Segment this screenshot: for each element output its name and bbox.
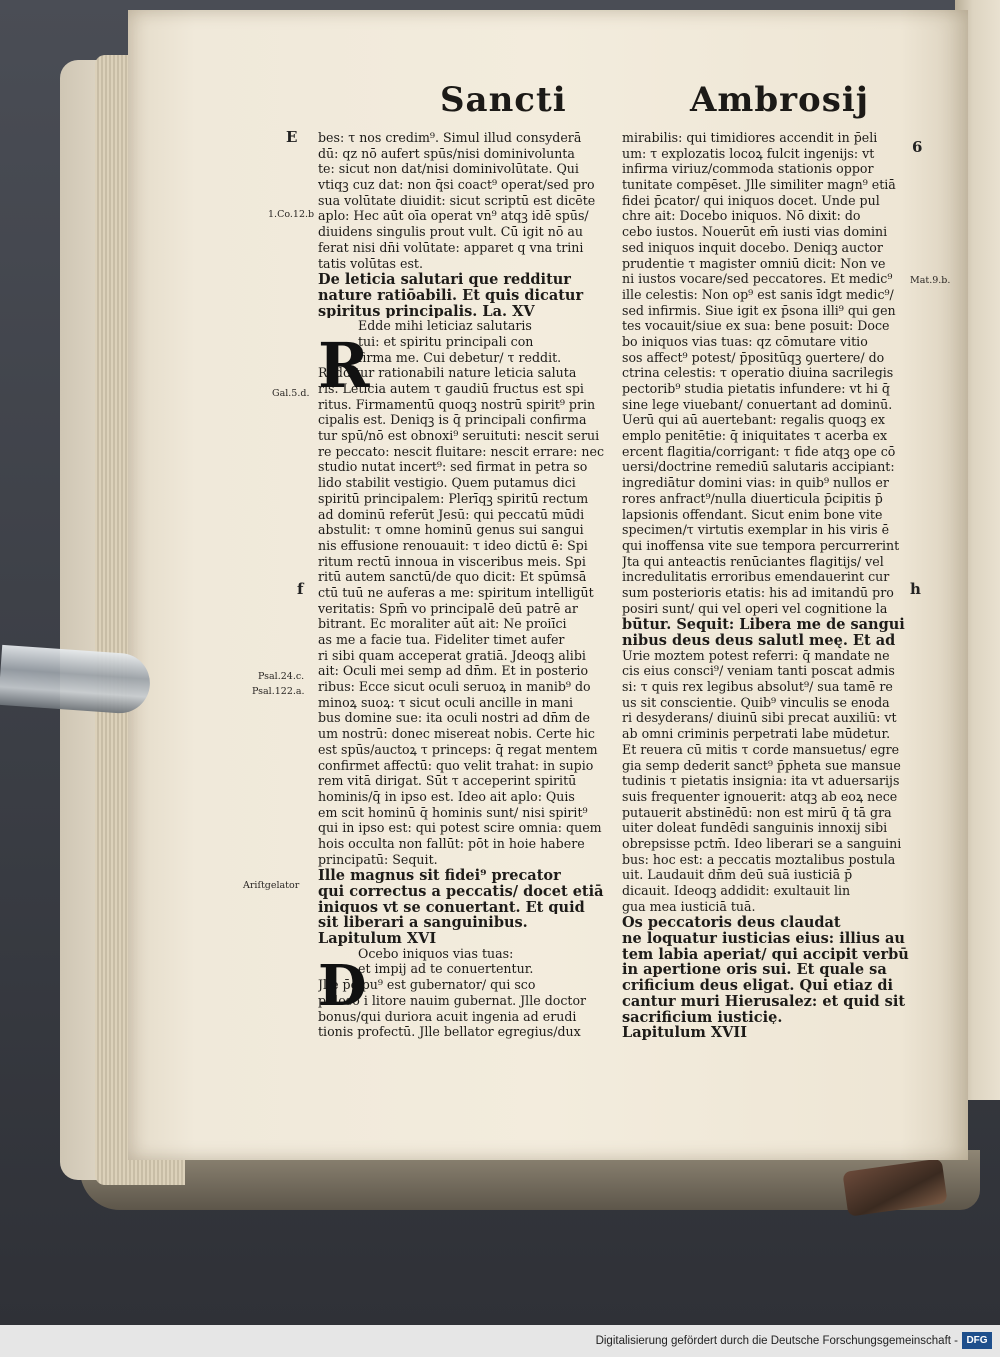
text-line: tur spū/nō est obnoxi⁹ seruituti: nescit serui xyxy=(318,428,600,444)
text-line: sum posterioris etatis: his ad imitandū pro xyxy=(622,584,894,600)
text-line: bonus/qui duriora acuit ingenia ad erudi xyxy=(318,1008,577,1024)
text-line: gua mea iusticiā tuā. xyxy=(622,898,756,914)
text-line: Jta qui anteactis renūciantes flagitijs/ vel xyxy=(622,553,884,569)
text-line: Os peccatoris deus claudat xyxy=(622,914,841,931)
text-line: pectorib⁹ studia pietatis infundere: vt hi q̄ xyxy=(622,381,890,396)
text-line: re peccato: nescit fluitare: nescit errare: nec xyxy=(318,443,605,459)
text-line: sed iniquos inquit docebo. Deniqꝫ auctor xyxy=(622,239,883,255)
dfg-logo: DFG xyxy=(962,1332,992,1349)
text-line: gia semp dederit sanct⁹ p̄pheta sue mansue xyxy=(622,757,901,773)
text-line: ris. Leticia autem τ gaudiū fructus est spi xyxy=(318,381,584,396)
text-line: tunitate compēset. Jlle similiter magn⁹ etiā xyxy=(622,177,896,193)
text-line: si: τ quis rex legibus absolut⁹/ sua tamē re xyxy=(622,679,893,695)
text-line: ritum rectū innoua in visceribus meis. Spi xyxy=(318,553,586,569)
text-line: būtur. Sequit: Libera me de sangui xyxy=(622,616,905,632)
text-line: vtiqꝫ cuz dat: non q̄si coact⁹ operat/sed pro xyxy=(318,177,595,193)
text-line: incredulitatis erroribus emendauerint cur xyxy=(622,569,890,585)
text-line: iniquos vt se conuertant. Et quid xyxy=(318,898,585,915)
text-line: sacrificium iusticię. xyxy=(622,1008,783,1025)
margin-note: Psal.122.a. xyxy=(252,686,305,697)
text-line: nis effusione renouauit: τ ideo dictū ē: Spi xyxy=(318,537,588,553)
text-line: tudinis τ pietatis insignia: ita vt aduersarijs xyxy=(622,773,900,789)
text-line: rem vitā dirigat. Sūt τ acceperint spiritū xyxy=(318,773,577,789)
text-line: uiter doleat fundēdi sanguinis innoxij sibi xyxy=(622,820,888,836)
text-line: ritus. Firmamentū quoqꝫ nostrū spirit⁹ prin xyxy=(318,396,596,412)
text-line: sed infirmis. Siue igit ex p̄sona illi⁹ qui gen xyxy=(622,302,896,318)
text-line: te: sicut non dat/nisi dominivolūtate. Qui xyxy=(318,161,579,177)
text-line: dū: qz nō aufert spūs/nisi dominivolunta xyxy=(318,145,575,161)
margin-note: 1.Co.12.b xyxy=(268,209,315,220)
text-line: bo iniquos vias tuas: qz cōmutare vitio xyxy=(622,333,868,349)
text-line: in apertione oris sui. Et quale sa xyxy=(622,961,887,978)
text-line: uersi/doctrine remediū salutaris accipiant: xyxy=(622,459,895,475)
text-line: crificium deus eligat. Qui etiaz di xyxy=(622,977,893,993)
text-line: qui in ipso est: qui potest scire omnia: quem xyxy=(318,820,602,836)
text-line: Ocebo iniquos vias tuas: xyxy=(358,945,514,961)
text-line: cis eius consci⁹/ veniam tanti poscat admis xyxy=(622,663,895,679)
text-line: ait: Oculi mei semp ad dn̄m. Et in posterio xyxy=(318,663,589,679)
running-header-right: Ambrosij xyxy=(690,80,870,120)
text-line: fidei p̄cator/ qui iniquos docet. Unde pul xyxy=(622,192,880,208)
text-line: ingrediātur domini vias: in quib⁹ nullos er xyxy=(622,475,889,491)
text-line: aplo: Hec aūt oīa operat vn⁹ atqꝫ idē spūs/ xyxy=(318,208,589,224)
text-line: bes: τ nos credim⁹. Simul illud consyderā xyxy=(318,130,582,145)
footer-credit: Digitalisierung gefördert durch die Deutsche Forschungsgemeinschaft - xyxy=(595,1335,958,1347)
text-line: Jlle p̄cipu⁹ est gubernator/ qui sco xyxy=(318,977,536,993)
right-text-column xyxy=(622,130,922,1040)
text-line: confirmet affectū: quo velit trahat: in supio xyxy=(318,757,594,773)
text-line: posiri sunt/ qui vel operi vel cognitione la xyxy=(622,600,888,616)
text-line: studio nutat incert⁹: sed firmat in petra so xyxy=(318,459,588,475)
margin-letter: E xyxy=(286,128,298,146)
text-line: tes vocauit/siue ex sua: bene posuit: Doce xyxy=(622,318,890,334)
text-line: veritatis: Spm̄ vo principalē deū patrē ar xyxy=(318,600,578,616)
text-line: ercent flagitia/corrigant: τ fide atqꝫ ope cō xyxy=(622,443,896,459)
left-text-column xyxy=(318,130,610,1040)
text-line: puloso i litore nauim gubernat. Jlle doctor xyxy=(318,992,587,1008)
text-line: tionis profectū. Jlle bellator egregius/dux xyxy=(318,1024,581,1040)
glass-page-weight xyxy=(0,645,152,715)
text-line: Uerū qui aū auertebant: regalis quoqꝫ ex xyxy=(622,412,885,428)
text-line: dicauit. Ideoqꝫ addidit: exultauit lin xyxy=(622,883,851,898)
drop-cap-initial: D xyxy=(318,953,367,1019)
text-line: lido stabilit vestigio. Quem putamus dici xyxy=(318,475,576,491)
text-line: cebo iustos. Nouerūt em̄ iusti vias domini xyxy=(622,224,888,240)
text-line: ferat nisi dn̄i volūtate: apparet q vna trini xyxy=(318,239,584,255)
text-line: Edde mihi leticiaz salutaris xyxy=(358,318,532,334)
text-line: firma me. Cui debetur/ τ reddit. xyxy=(358,349,562,365)
margin-note: Mat.9.b. xyxy=(910,275,951,286)
text-line: bitrant. Ec moraliter aūt ait: Ne proiīci xyxy=(318,616,567,632)
text-line: um nostrū: donec misereat nobis. Certe hic xyxy=(318,726,595,742)
text-line: suis frequenter ignouerit: atqꝫ ab eoꝝ nece xyxy=(622,788,898,804)
text-line: hois occulta non fallūt: pōt in hoie habere xyxy=(318,835,585,851)
text-line: diuidens singulis prout vult. Cū igit nō au xyxy=(318,224,584,240)
text-line: ritū autem sanctū/de quo dicit: Et spūmsā xyxy=(318,569,587,585)
margin-letter: 6 xyxy=(912,138,923,156)
text-line: bus: hoc est: a peccatis moztalibus postula xyxy=(622,851,896,867)
text-line: ctrina celestis: τ operatio diuina sacrilegis xyxy=(622,365,894,381)
text-line: ne loquatur iusticias eius: illius au xyxy=(622,930,905,946)
running-header-left: Sancti xyxy=(440,80,567,120)
text-line: sit liberari a sanguinibus. xyxy=(318,914,528,931)
margin-note: Psal.24.c. xyxy=(258,671,305,682)
text-line: us sit conscientie. Quib⁹ vinculis se enoda xyxy=(622,694,890,710)
text-line: nature ratiōabili. Et quis dicatur xyxy=(318,286,584,303)
text-line: minoꝝ suoꝝ: τ sicut oculi ancille in mani xyxy=(318,694,574,710)
text-line: Redditur rationabili nature leticia saluta xyxy=(318,365,577,381)
text-line: ctū tuū ne auferas a me: spiritum intelligūt xyxy=(318,584,594,600)
text-line: ni iustos vocare/sed peccatores. Et medic⁹ xyxy=(622,271,893,287)
text-line: Lapitulum XVI xyxy=(318,930,437,946)
text-line: abstulit: τ omne hominū genus sui sangui xyxy=(318,522,584,538)
text-line: spiritū principalem: Plerīqꝫ spiritū rectum xyxy=(318,490,589,506)
text-line: obrepsisse pctm̄. Ideo liberari se a sanguini xyxy=(622,835,902,851)
margin-note: Gal.5.d. xyxy=(272,388,310,399)
text-line: putauerit abstinēdū: non est mirū q̄ tā gra xyxy=(622,804,892,820)
text-line: ille celestis: Non op⁹ est sanis īdgt medic⁹/ xyxy=(622,286,894,302)
text-line: cantur muri Hierusalez: et quid sit xyxy=(622,992,906,1009)
text-line: um: τ explozatis locoꝝ fulcit ingenijs: vt xyxy=(622,145,875,161)
text-line: lapsionis offendant. Sicut enim bone vite xyxy=(622,506,883,522)
text-line: est spūs/auctoꝝ τ princeps: q̄ regat mentem xyxy=(318,741,598,757)
text-line: infirma viriuz/commoda stationis oppor xyxy=(622,161,874,177)
text-line: em scit hominū q̄ hominis sunt/ nisi spirit⁹ xyxy=(318,804,588,820)
text-line: ad dominū referūt Jesū: qui peccatū mūdi xyxy=(318,506,585,522)
footer-bar xyxy=(0,1325,1000,1357)
drop-cap-initial: R xyxy=(318,329,370,402)
text-line: tem labia aperiat/ qui accipit verbū xyxy=(622,945,909,962)
text-line: sine lege viuebant/ conuertant ad dominū. xyxy=(622,396,893,412)
text-line: hominis/q̄ in ipso est. Ideo ait aplo: Quis xyxy=(318,788,575,804)
text-line: ri sibi quam acceperat gratiā. Jdeoqꝫ alibi xyxy=(318,647,586,663)
text-line: Lapitulum XVII xyxy=(622,1024,747,1040)
text-line: principatū: Sequit. xyxy=(318,851,438,867)
text-line: Urie moztem potest referri: q̄ mandate ne xyxy=(622,647,890,663)
text-line: tui: et spiritu principali con xyxy=(358,333,534,349)
text-line: ribus: Ecce sicut oculi seruoꝝ in manib⁹ do xyxy=(318,679,591,695)
text-line: Ille magnus sit fidei⁹ precator xyxy=(318,867,561,883)
text-line: mirabilis: qui timidiores accendit in p̄eli xyxy=(622,130,878,145)
text-line: ri desyderans/ diuinū sibi precat auxiliū: vt xyxy=(622,710,897,726)
text-line: rores anfract⁹/nulla diuerticula p̄cipitis p̄ xyxy=(622,490,883,506)
text-line: emplo penitētie: q̄ iniquitates τ acerba ex xyxy=(622,428,888,444)
text-line: sua volūtate diuidit: sicut scriptū est dicēte xyxy=(318,192,596,208)
text-line: bus domine sue: ita oculi nostri ad dn̄m de xyxy=(318,710,590,726)
text-line: cipalis est. Deniqꝫ is q̄ principali confirma xyxy=(318,412,587,428)
text-line: ab omni criminis perpetrati labe mūdetur. xyxy=(622,726,891,742)
text-line: spiritus principalis. La. XV xyxy=(318,302,535,319)
text-line: De leticia salutari que redditur xyxy=(318,271,571,287)
text-line: Et reuera cū mitis τ corde mansuetus/ egre xyxy=(622,741,900,757)
text-line: as me a facie tua. Fideliter timet aufer xyxy=(318,632,565,647)
text-line: qui correctus a peccatis/ docet etiā xyxy=(318,883,604,899)
text-line: specimen/τ virtutis exemplar in his viris ē xyxy=(622,522,890,538)
text-line: prudentie τ magister omniū dicit: Non ve xyxy=(622,255,886,271)
margin-letter: h xyxy=(910,580,921,598)
text-line: nibus deus deus salutl meę. Et ad xyxy=(622,632,896,648)
text-line: chre ait: Docebo iniquos. Nō dixit: do xyxy=(622,208,861,224)
text-line: et impij ad te conuertentur. xyxy=(358,961,534,977)
text-line: qui inoffensa vite sue tempora percurrerint xyxy=(622,537,900,553)
margin-letter: f xyxy=(297,580,304,598)
margin-note: Ariſtgelator xyxy=(243,880,300,891)
text-line: tatis volūtas est. xyxy=(318,255,423,271)
text-line: sos affect⁹ potest/ p̄positūqꝫ ꝯuertere/ do xyxy=(622,349,885,365)
text-line: uit. Laudauit dn̄m deū suā iusticiā p̄ xyxy=(622,867,853,883)
